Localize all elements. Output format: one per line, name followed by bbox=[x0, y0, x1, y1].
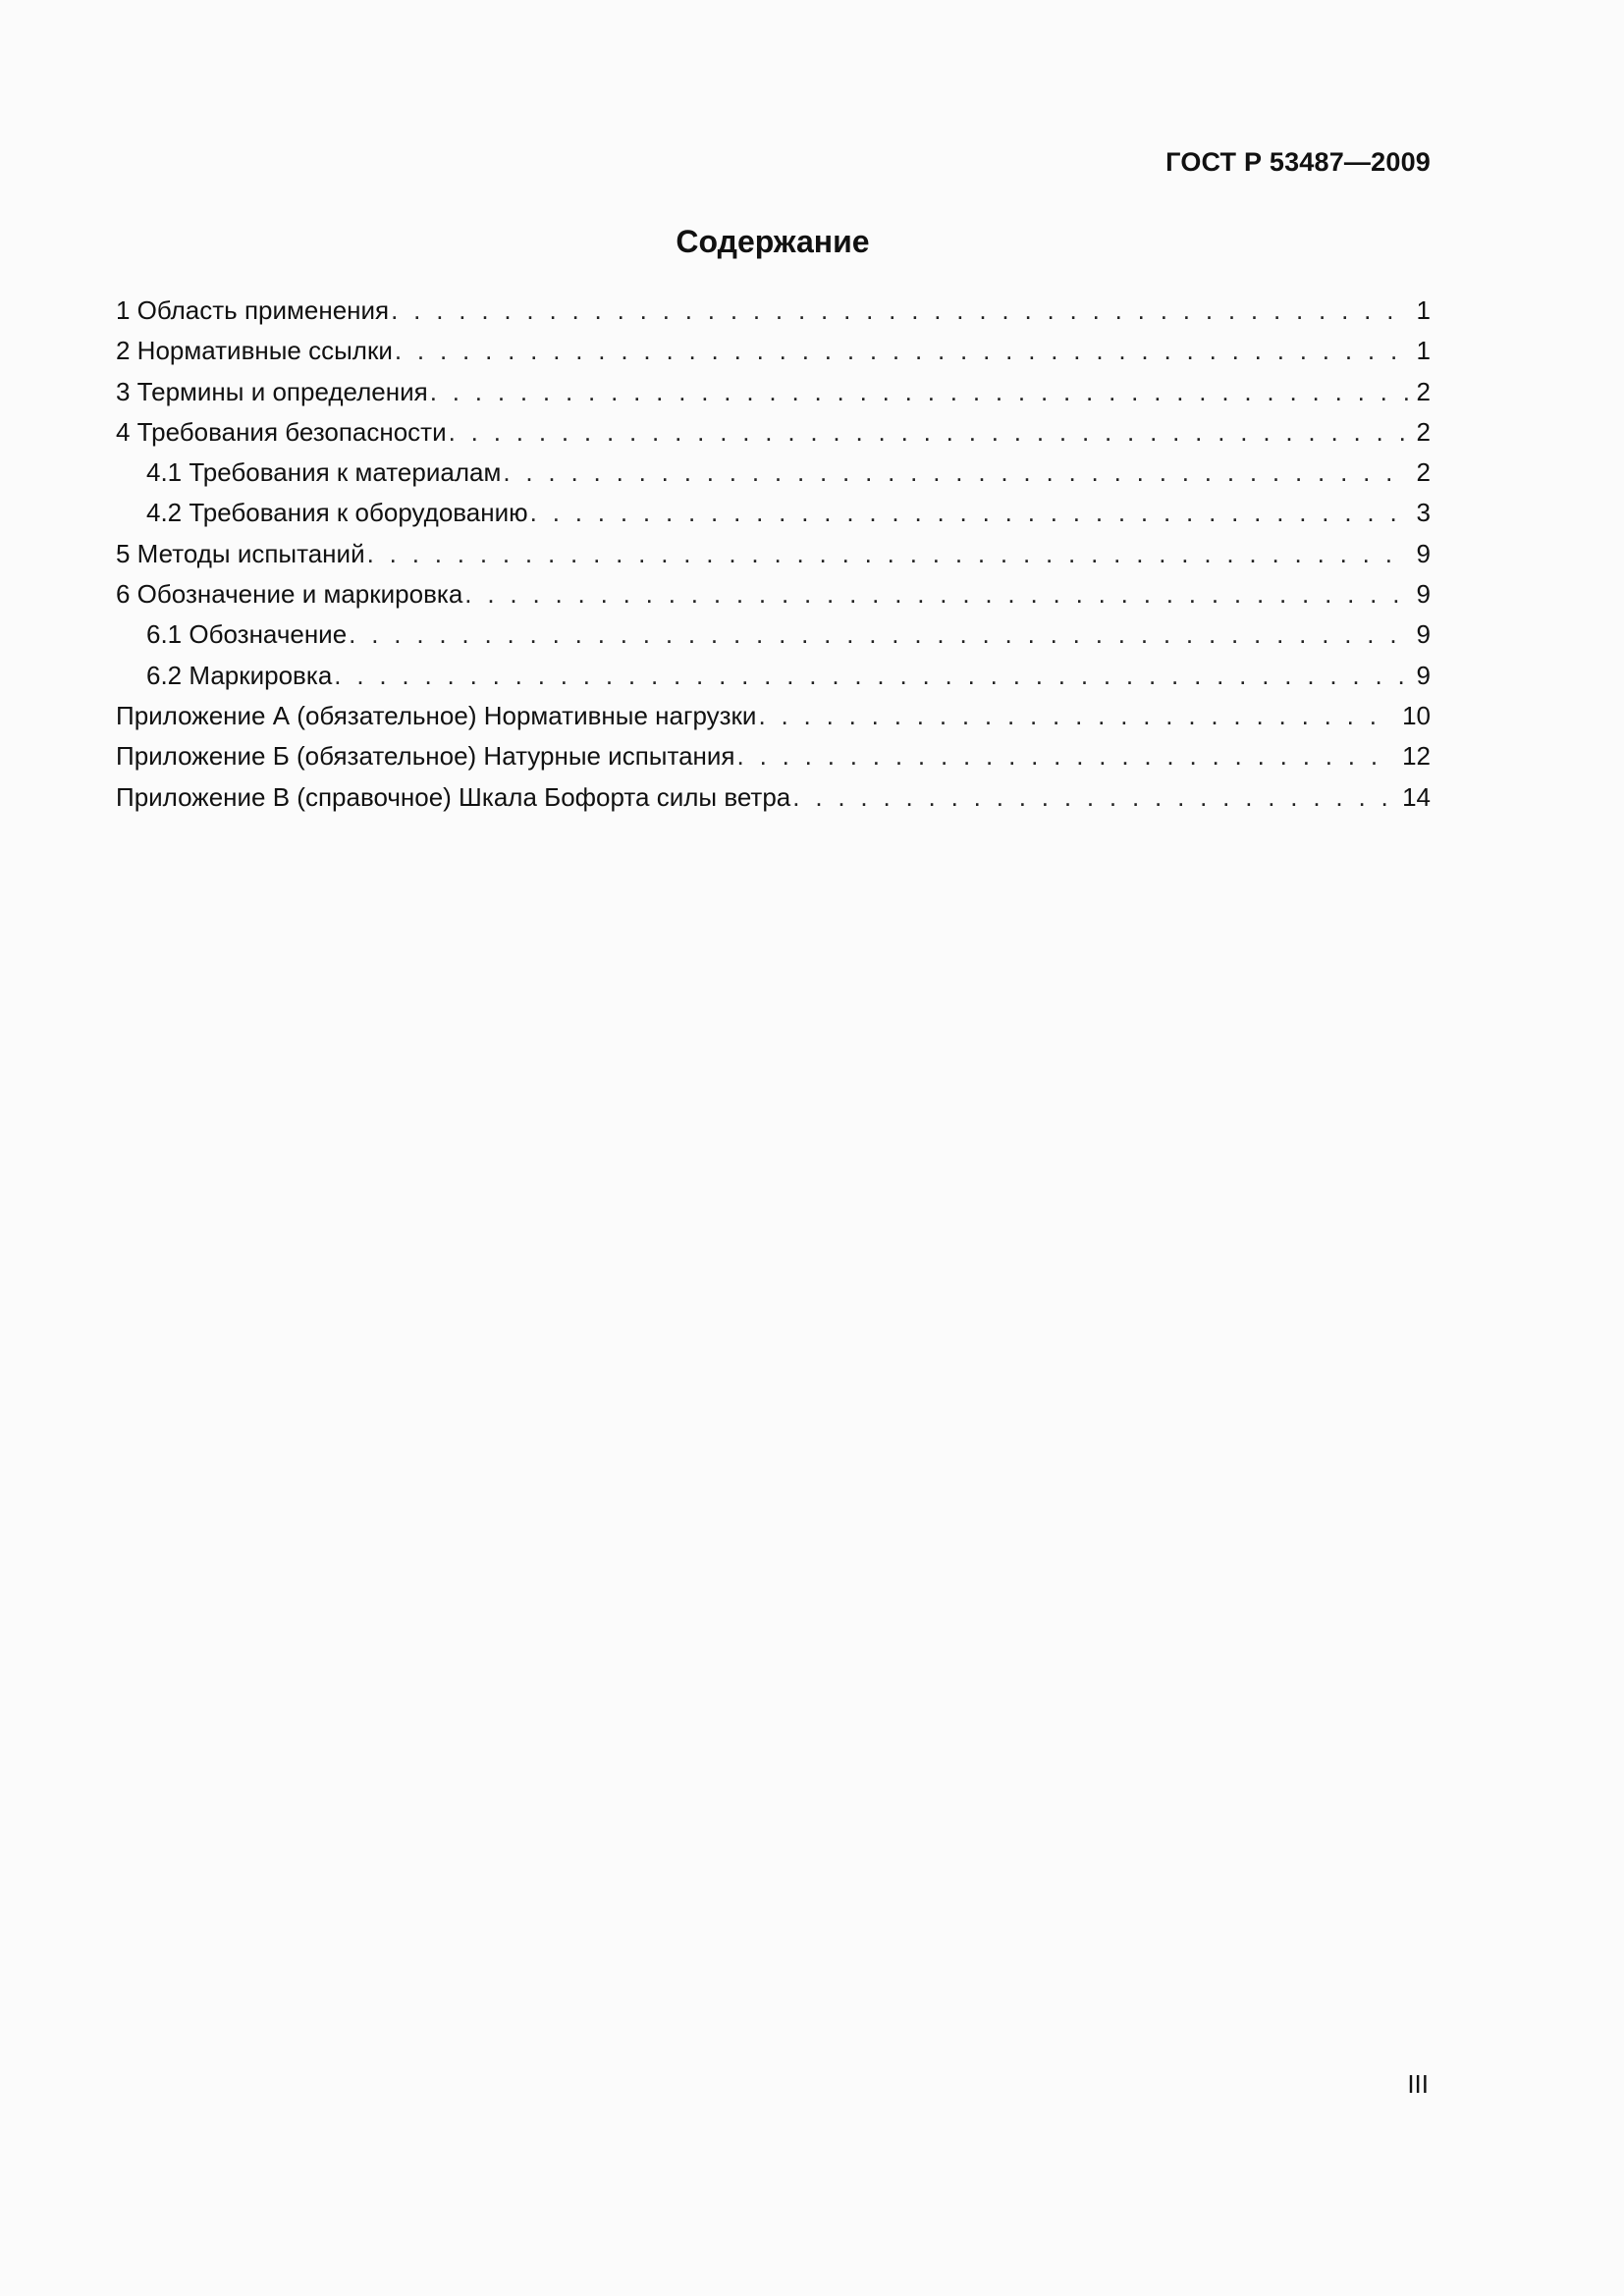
toc-entry[interactable] bbox=[116, 736, 1431, 776]
table-of-contents bbox=[116, 291, 1431, 818]
toc-entry[interactable] bbox=[116, 614, 1431, 655]
toc-entry-label: 2 Нормативные ссылки bbox=[116, 336, 393, 366]
toc-dot-leader bbox=[395, 331, 1409, 371]
toc-entry-page: 9 bbox=[1416, 579, 1431, 610]
toc-entry[interactable] bbox=[116, 331, 1431, 371]
toc-dot-leader bbox=[792, 777, 1394, 818]
toc-dot-leader bbox=[391, 291, 1408, 331]
toc-entry-page: 9 bbox=[1416, 660, 1431, 690]
toc-entry-page: 1 bbox=[1416, 336, 1431, 366]
toc-entry-label: 6 Обозначение и маркировка bbox=[116, 579, 463, 610]
toc-entry-label: 4.2 Требования к оборудованию bbox=[146, 498, 528, 528]
toc-entry[interactable] bbox=[116, 574, 1431, 614]
toc-entry-page: 3 bbox=[1416, 498, 1431, 528]
toc-entry-label: Приложение Б (обязательное) Натурные испытания bbox=[116, 741, 735, 772]
toc-entry[interactable] bbox=[116, 372, 1431, 412]
toc-entry-page: 9 bbox=[1416, 619, 1431, 650]
toc-entry-label: 6.1 Обозначение bbox=[146, 619, 348, 650]
toc-dot-leader bbox=[737, 736, 1395, 776]
toc-entry-page: 14 bbox=[1402, 781, 1431, 812]
toc-entry-label: 5 Методы испытаний bbox=[116, 538, 365, 568]
toc-entry-page: 2 bbox=[1416, 457, 1431, 488]
page-number: III bbox=[1407, 2069, 1429, 2099]
toc-entry-label: 6.2 Маркировка bbox=[146, 660, 333, 690]
toc-dot-leader bbox=[430, 372, 1409, 412]
toc-dot-leader bbox=[758, 696, 1394, 736]
toc-entry-page: 10 bbox=[1402, 700, 1431, 730]
toc-entry[interactable] bbox=[116, 453, 1431, 493]
toc-entry-label: 4 Требования безопасности bbox=[116, 416, 447, 447]
toc-entry-page: 2 bbox=[1416, 416, 1431, 447]
toc-entry-page: 2 bbox=[1416, 376, 1431, 406]
toc-dot-leader bbox=[334, 656, 1408, 696]
toc-dot-leader bbox=[503, 453, 1408, 493]
toc-entry[interactable] bbox=[116, 534, 1431, 574]
toc-entry[interactable] bbox=[116, 777, 1431, 818]
toc-entry-label: 4.1 Требования к материалам bbox=[146, 457, 502, 488]
toc-entry-label: 1 Область применения bbox=[116, 295, 390, 325]
toc-entry-page: 12 bbox=[1402, 741, 1431, 772]
toc-entry[interactable] bbox=[116, 696, 1431, 736]
toc-entry[interactable] bbox=[116, 412, 1431, 453]
toc-dot-leader bbox=[367, 534, 1409, 574]
toc-entry-page: 1 bbox=[1416, 295, 1431, 325]
toc-dot-leader bbox=[530, 493, 1409, 533]
toc-entry[interactable] bbox=[116, 291, 1431, 331]
toc-entry-page: 9 bbox=[1416, 538, 1431, 568]
toc-entry-label: Приложение В (справочное) Шкала Бофорта силы ветра bbox=[116, 781, 791, 812]
toc-dot-leader bbox=[449, 412, 1409, 453]
document-code: ГОСТ Р 53487—2009 bbox=[1165, 147, 1431, 177]
toc-title: Содержание bbox=[676, 224, 870, 259]
toc-dot-leader bbox=[464, 574, 1408, 614]
toc-entry-label: Приложение А (обязательное) Нормативные нагрузки bbox=[116, 700, 757, 730]
toc-entry-label: 3 Термины и определения bbox=[116, 376, 428, 406]
toc-dot-leader bbox=[349, 614, 1408, 655]
toc-entry[interactable] bbox=[116, 493, 1431, 533]
toc-entry[interactable] bbox=[116, 656, 1431, 696]
